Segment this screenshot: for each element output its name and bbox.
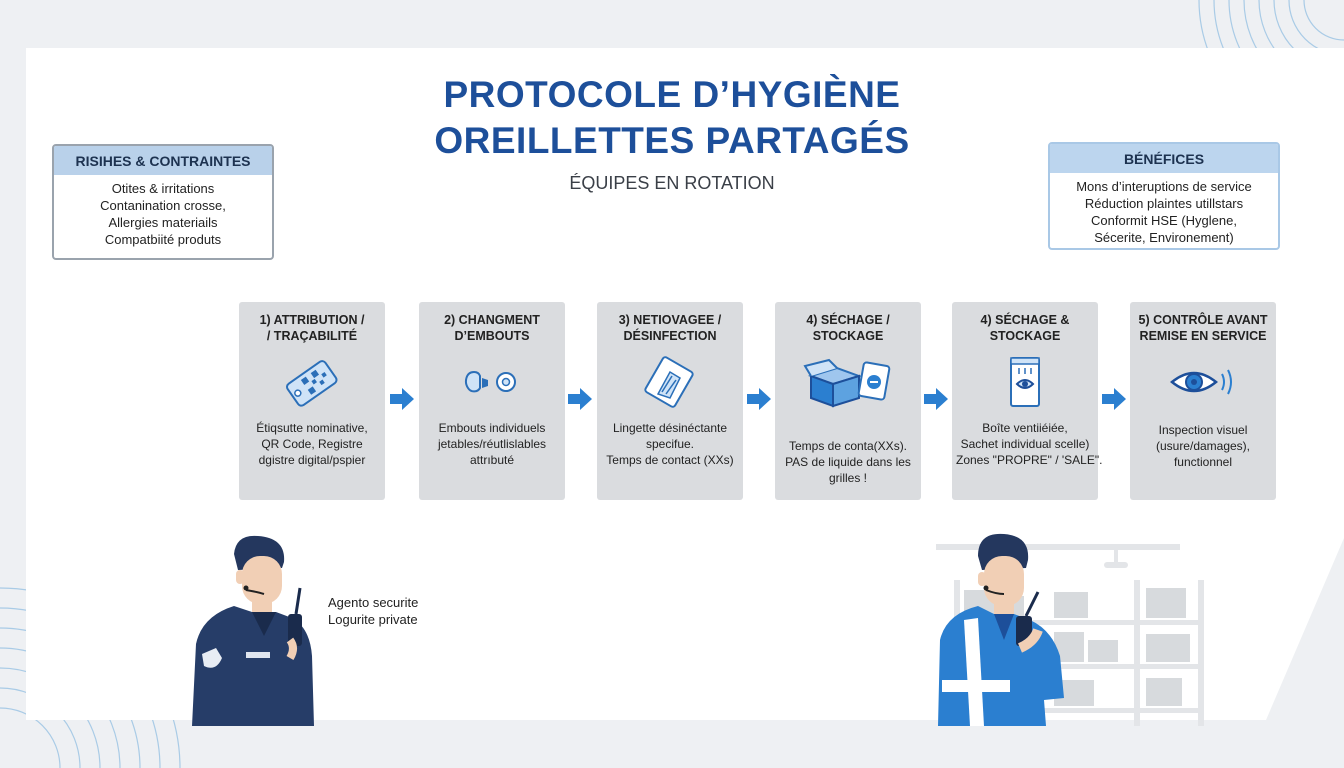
risk-item: Compatbiité produts (104, 232, 222, 247)
flow-arrow-icon (1100, 386, 1128, 412)
step-description: Temps de conta(XXs). PAS de liquide dans les grilles ! (785, 439, 911, 485)
step-embouts (419, 302, 565, 500)
sealed-bag-icon (1005, 354, 1045, 410)
benefit-item: Mons d’interuptions de service (1076, 179, 1252, 194)
step-title: 3) NETIOVAGEE / DÉSINFECTION (618, 313, 722, 343)
wipe-icon (640, 354, 700, 410)
step-description: Inspection visuel (usure/damages), functionnel (1155, 423, 1251, 469)
step-sechage-et-stockage (952, 302, 1103, 500)
flow-arrow-icon (388, 386, 416, 412)
step-description: Embouts individuels jetables/réutlislables attrıbuté (437, 421, 547, 467)
title-line-2: OREILLETTES PARTAGÉS (434, 120, 910, 161)
risks-box (52, 144, 274, 260)
step-description: Boîte ventiiéiée, Sachet individual scelle) Zones "PROPRE" / 'SALE". (956, 421, 1103, 467)
benefit-item: Sécerite, Environement) (1094, 230, 1234, 245)
step-controle (1130, 302, 1276, 500)
benefits-heading: BÉNÉFICES (1050, 144, 1278, 173)
risk-item: Contanination crosse, (100, 198, 226, 213)
step-description: Étiqsutte nominative, QR Code, Registre dgistre digital/pspier (256, 421, 368, 467)
ear-tips-icon (460, 362, 524, 402)
qr-tag-icon (282, 354, 342, 410)
subtitle: ÉQUIPES EN ROTATION (569, 173, 775, 193)
eye-inspection-icon (1168, 362, 1238, 402)
step-description: Lingette désinéctante specifue. Temps de contact (XXs) (606, 421, 734, 467)
step-title: 4) SÉCHAGE & STOCKAGE (980, 313, 1070, 343)
benefit-item: Réduction plaintes utillstars (1084, 196, 1244, 211)
step-title: 5) CONTRÔLE AVANT REMISE EN SERVICE (1138, 313, 1268, 343)
step-title: 4) SÉCHAGE / STOCKAGE (806, 313, 890, 343)
security-agent-illustration (186, 532, 321, 726)
storage-box-icon (803, 354, 893, 410)
agent-caption: Agento securite Logurite private (328, 595, 419, 627)
benefits-box (1048, 142, 1280, 250)
step-nettoyage (597, 302, 743, 500)
step-title: 2) CHANGMENT D’EMBOUTS (444, 313, 540, 343)
step-sechage-stockage (775, 302, 921, 500)
benefit-item: Conformit HSE (Hyglene, (1091, 213, 1237, 228)
step-attribution (239, 302, 385, 500)
step-title: 1) ATTRIBUTION / / TRAÇABILITÉ (259, 313, 365, 343)
risk-item: Allergies materiails (108, 215, 218, 230)
risk-item: Otites & irritations (111, 181, 215, 196)
title-line-1: PROTOCOLE D’HYGIÈNE (443, 74, 901, 115)
flow-arrow-icon (745, 386, 773, 412)
risks-heading: RISIHES & CONTRAINTES (54, 146, 272, 175)
logistics-agent-illustration (934, 530, 1068, 726)
flow-arrow-icon (922, 386, 950, 412)
flow-arrow-icon (566, 386, 594, 412)
